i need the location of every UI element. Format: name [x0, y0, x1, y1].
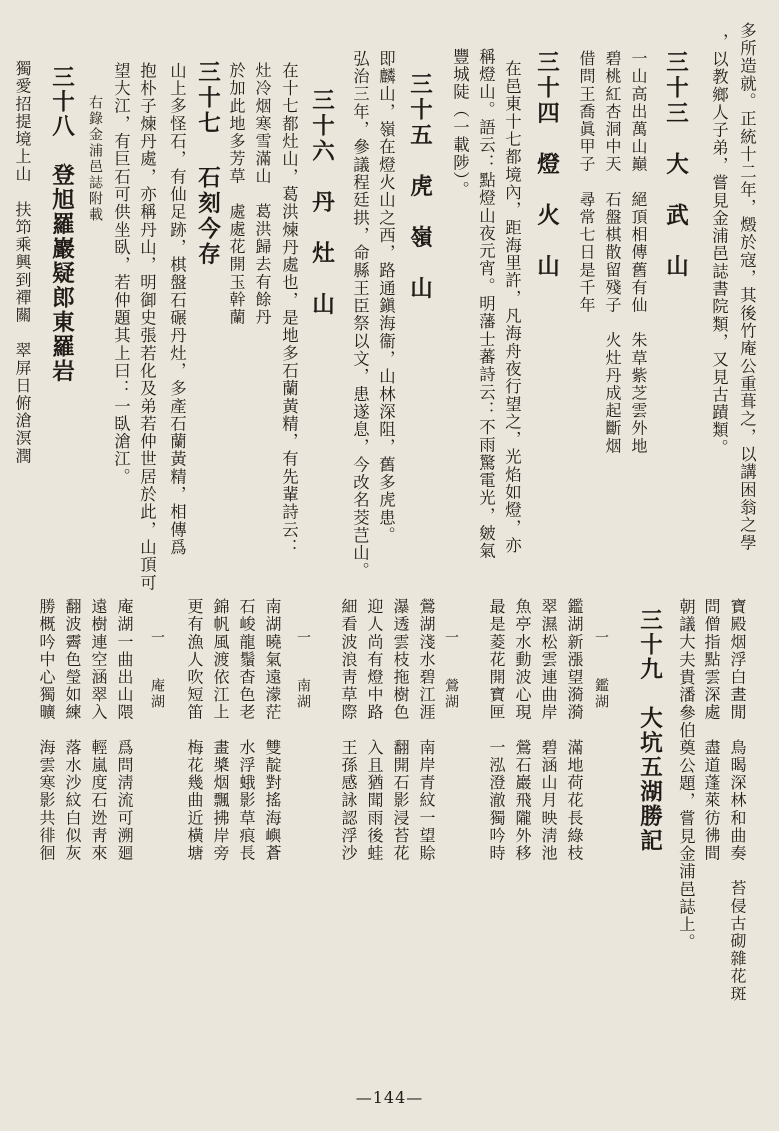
heading-39: 三十九 大坑五湖勝記 — [636, 608, 663, 853]
s34-line-3: 豐城陡（一載陟）。 — [450, 48, 470, 199]
ying-line-1: 鶯湖淺水碧江涯 南岸青紋一望賒 — [417, 598, 436, 862]
heading-33: 三十三 大 武 山 — [662, 50, 689, 280]
ying-line-2: 瀑透雲枝拖樹色 翻開石影浸苔花 — [391, 598, 410, 862]
lake-label-jian: 一 鑑湖 — [593, 630, 609, 710]
heading-38: 三十八 登旭羅巖疑郎東羅岩 — [48, 65, 75, 384]
an-line-1: 庵湖一曲出山隈 爲問淸流可溯廻 — [115, 598, 134, 862]
jian-line-4: 最是菱花開寶匣 一泓澄澈獨吟時 — [487, 598, 506, 862]
s38-line-1: 獨愛招提境上山 扶笻乘興到禪關 翠屏日俯滄溟潤 — [13, 60, 32, 465]
s33-line-1: 一山高出萬山巔 絕頂相傳舊有仙 朱草紫芝雲外地 — [629, 50, 648, 455]
nan-line-1: 南湖曉氣遠濛茫 雙靛對搖海嶼蒼 — [263, 598, 282, 862]
heading-34: 三十四 燈 火 山 — [533, 50, 560, 280]
jian-line-1: 鑑湖新漲望漪漪 滿地荷花長綠枝 — [565, 598, 584, 862]
cont-line-2: 問僧指點雲深處 盡道蓬萊彷彿間 — [702, 598, 721, 862]
s34-line-2: 稱燈山。語云：點燈山夜元宵。明藩士蕃詩云：不雨驚電光，皴氣 — [476, 48, 496, 560]
lake-label-an: 一 庵湖 — [149, 630, 165, 710]
section-divider — [18, 573, 761, 574]
s37-source-note: 右錄金浦邑誌附載 — [87, 95, 103, 223]
nan-line-3: 錦帆風渡依江上 畫槳烟飄拂岸旁 — [211, 598, 230, 862]
heading-35: 三十五 虎 嶺 山 — [406, 72, 433, 302]
an-line-3: 翻波霽色瑩如練 落水沙紋白似灰 — [63, 598, 82, 862]
jian-line-3: 魚亭水動波心現 鶯石巖飛隴外移 — [513, 598, 532, 862]
heading-36: 三十六 丹 灶 山 — [308, 88, 335, 318]
s33-line-2: 碧桃紅杏洞中天 石盤棋散留殘子 火灶丹成起斷烟 — [603, 50, 622, 455]
intro-line-1: 多所造就。正統十二年，燬於寇，其後竹庵公重葺之，以講困翁之學 — [737, 22, 757, 552]
s37-line-2: 抱朴子煉丹處，亦稱丹山，明御史張若化及弟若仲世居於此，山頂可 — [137, 62, 157, 592]
s37-line-1: 山上多怪石，有仙足跡，棋盤石碾丹灶，多產石蘭黃精，相傳爲 — [167, 62, 187, 557]
s36-line-3: 於加此地多芳草 處處花開玉幹蘭 — [227, 62, 246, 326]
lake-label-ying: 一 鶯湖 — [443, 630, 459, 710]
lake-label-nan: 一 南湖 — [295, 630, 311, 710]
ying-line-4: 細看波浪靑草際 王孫感詠認浮沙 — [339, 598, 358, 862]
s35-line-1: 即麟山，嶺在燈火山之西，路通鎭海衞，山林深阻，舊多虎患。 — [376, 50, 396, 545]
s34-line-1: 在邑東十七都境內，距海里許，凡海舟夜行望之，光焰如燈，亦 — [502, 60, 522, 555]
intro-line-2: ，以教鄉人子弟，嘗見金浦邑誌書院類，又見古蹟類。 — [709, 33, 729, 457]
cont-line-1: 寶殿烟浮白晝閒 鳥暍深林和曲奏 苔侵古砌雜花斑 — [728, 598, 747, 1003]
an-line-2: 遠樹連空涵翠入 輕嵐度石迯靑來 — [89, 598, 108, 862]
ying-line-3: 迎人尚有燈中路 入且猶聞雨後蛙 — [365, 598, 384, 862]
s36-line-2: 灶冷烟寒雪滿山 葛洪歸去有餘丹 — [253, 62, 272, 326]
s33-line-3: 借問王喬眞甲子 尋常七日是千年 — [577, 50, 596, 314]
s35-line-2: 弘治三年，參議程廷拱，命縣王臣祭以文，患遂息，今改名茭芑山。 — [350, 50, 370, 580]
nan-line-2: 石峻龍鬚杳色老 水浮蛾影草痕長 — [237, 598, 256, 862]
an-line-4: 勝概吟中心獨曠 海雲寒影共徘徊 — [37, 598, 56, 862]
jian-line-2: 翠濕松雲連曲岸 碧涵山月映淸池 — [539, 598, 558, 862]
page-number: —144— — [355, 1088, 424, 1107]
s37-line-3: 望大江，有巨石可供坐臥，若仲題其上曰：一臥滄江。 — [111, 62, 131, 486]
heading-37: 三十七 石刻今存 — [194, 60, 221, 268]
s36-line-1: 在十七都灶山，葛洪煉丹處也，是地多石蘭黃精，有先輩詩云： — [279, 62, 299, 557]
nan-line-4: 更有漁人吹短笛 梅花幾曲近橫塘 — [185, 598, 204, 862]
cont-line-3: 朝議大夫貴潘參伯奠公題，嘗見金浦邑誌上。 — [676, 598, 696, 951]
